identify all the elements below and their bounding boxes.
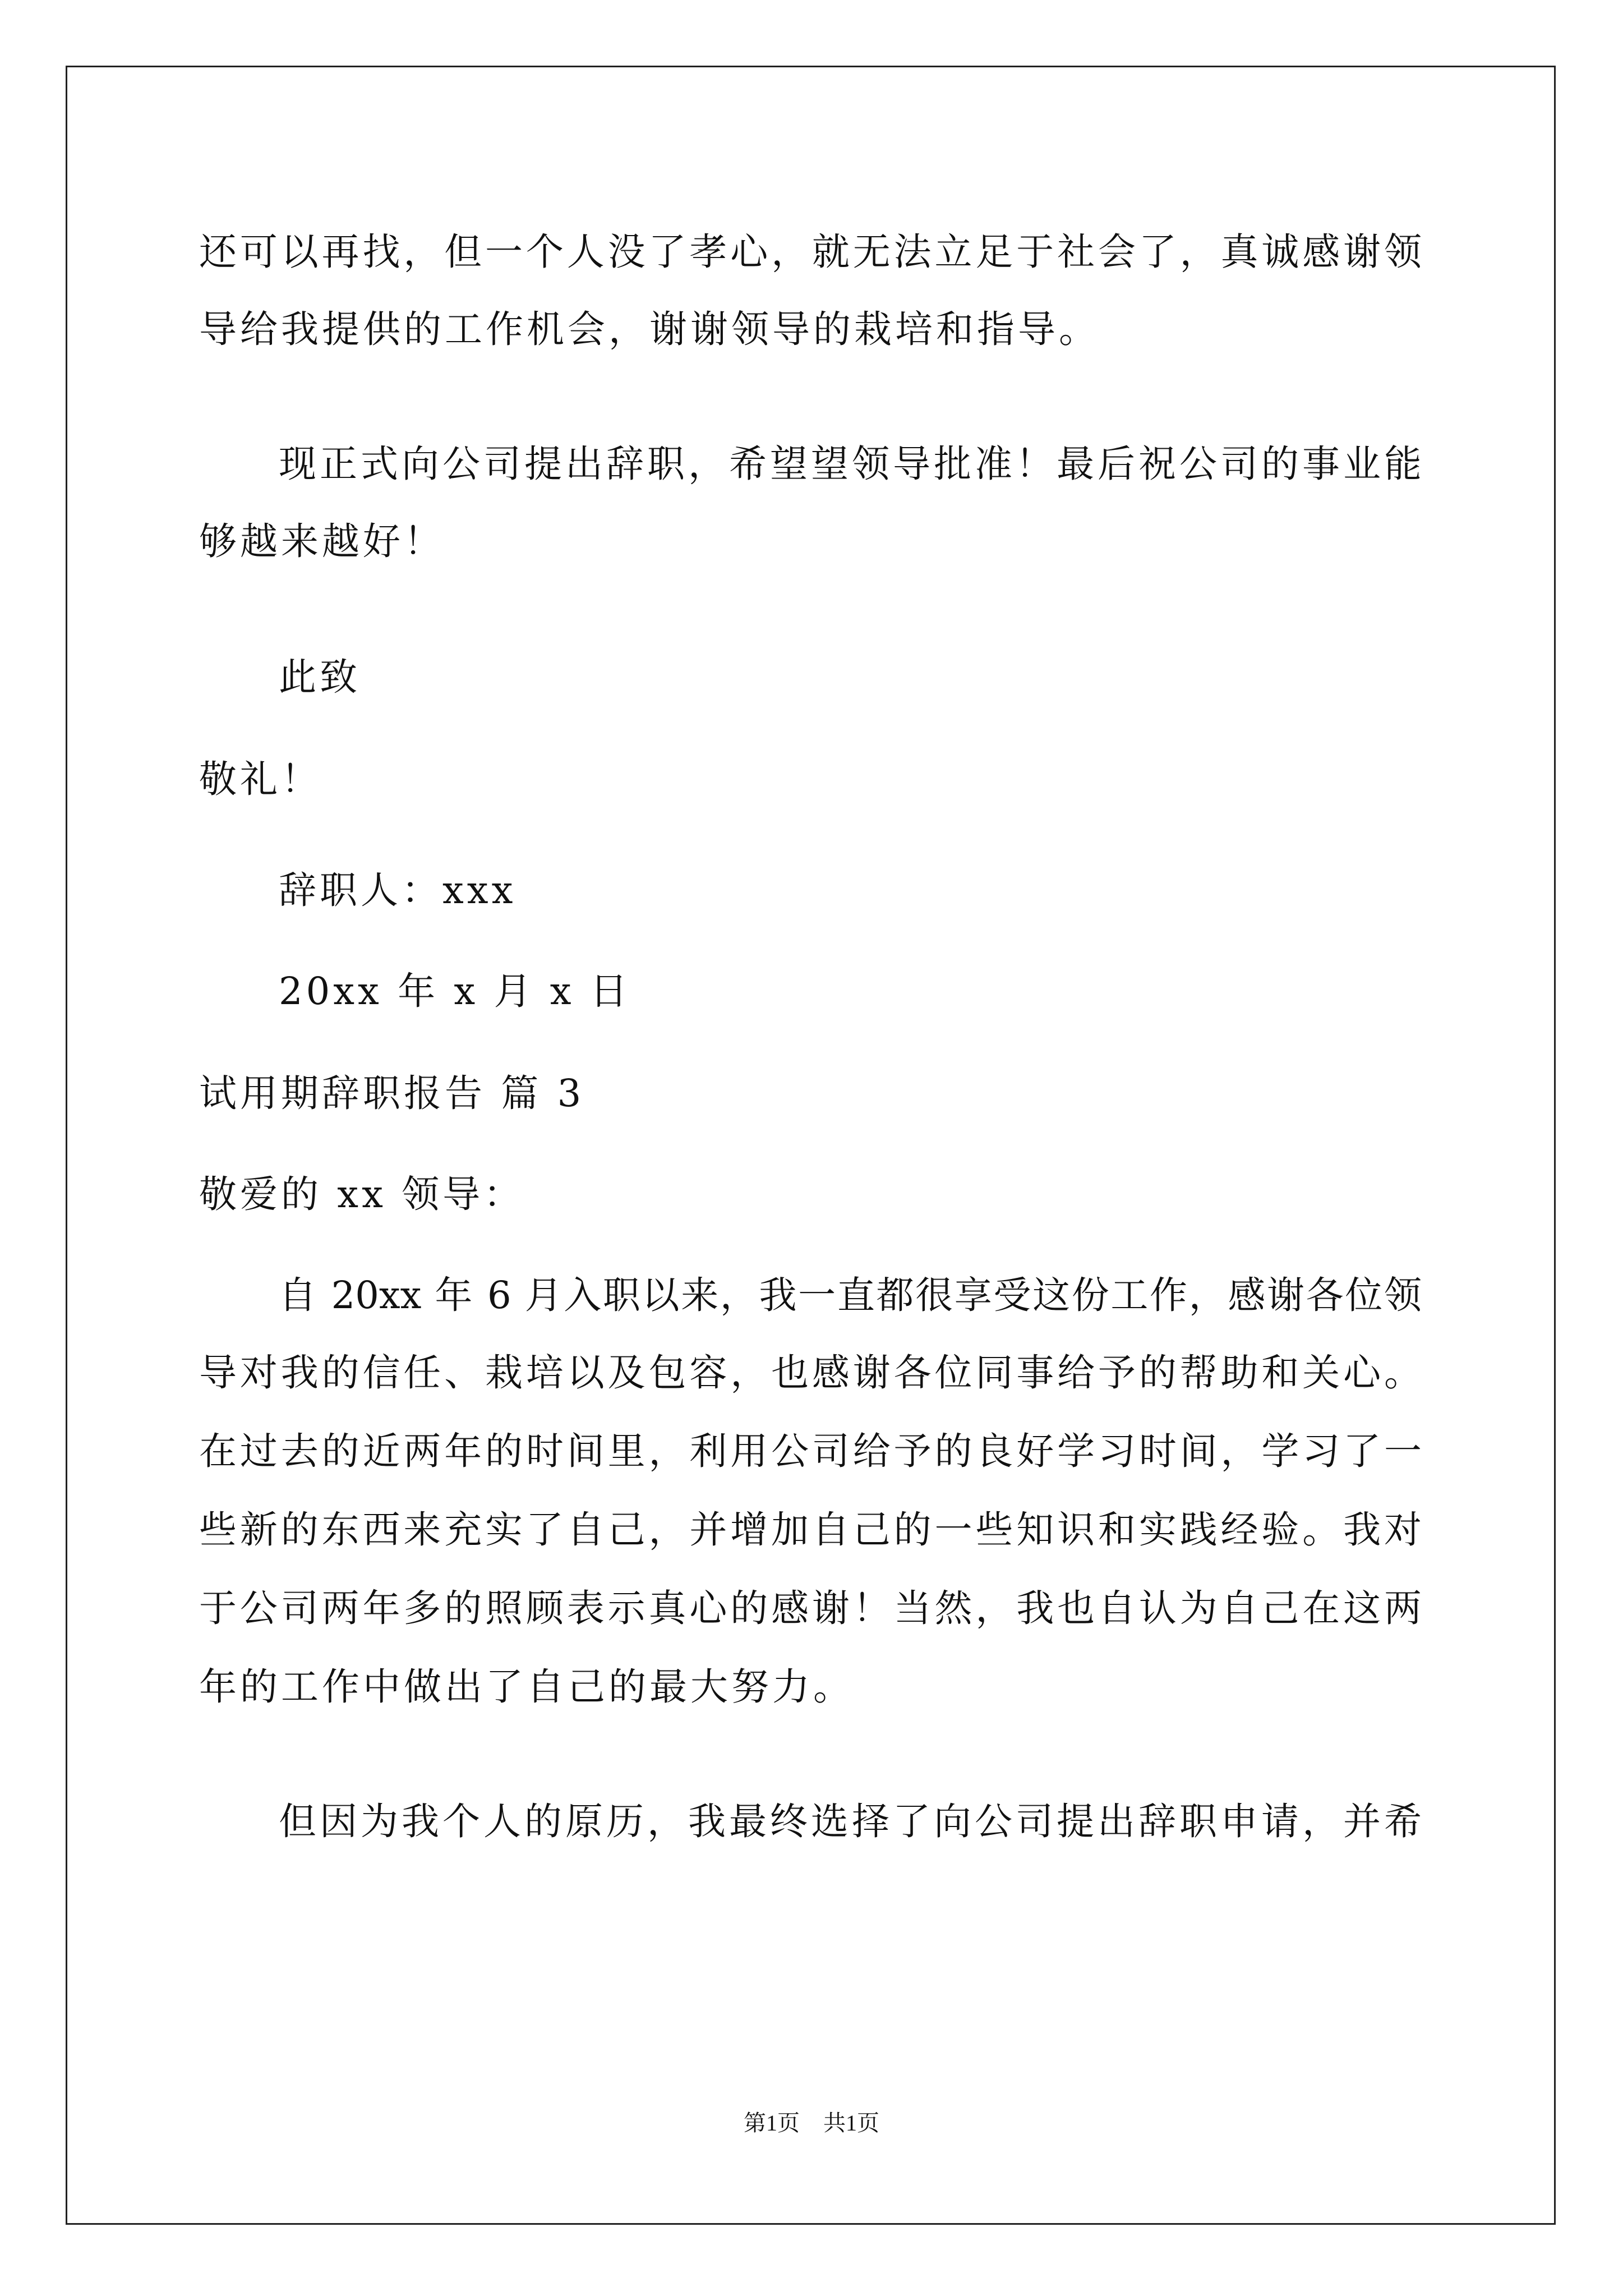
greeting-line: 敬爱的 xx 领导： bbox=[199, 1172, 525, 1216]
body-line: 自 20xx 年 6 月入职以来，我一直都很享受这份工作，感谢各位领 bbox=[279, 1273, 1422, 1317]
section-heading: 试用期辞职报告 篇 3 bbox=[199, 1071, 585, 1115]
body-line: 于公司两年多的照顾表示真心的感谢！当然，我也自认为自己在这两 bbox=[199, 1586, 1422, 1630]
body-line: 但因为我个人的原历，我最终选择了向公司提出辞职申请，并希 bbox=[279, 1800, 1422, 1843]
body-line: 导给我提供的工作机会，谢谢领导的栽培和指导。 bbox=[199, 307, 1100, 351]
signature-line: 辞职人：xxx bbox=[279, 868, 517, 912]
body-line: 些新的东西来充实了自己，并增加自己的一些知识和实践经验。我对 bbox=[199, 1508, 1422, 1552]
closing-salutation: 此致 bbox=[279, 655, 361, 699]
body-line: 年的工作中做出了自己的最大努力。 bbox=[199, 1665, 854, 1709]
body-line: 导对我的信任、栽培以及包容，也感谢各位同事给予的帮助和关心。 bbox=[199, 1351, 1422, 1395]
body-line: 在过去的近两年的时间里，利用公司给予的良好学习时间，学习了一 bbox=[199, 1429, 1422, 1473]
page-total: 共1页 bbox=[823, 2110, 879, 2136]
page-number: 第1页 bbox=[744, 2110, 800, 2136]
body-line: 现正式向公司提出辞职，希望望领导批准！最后祝公司的事业能 bbox=[279, 442, 1422, 486]
body-line: 还可以再找，但一个人没了孝心，就无法立足于社会了，真诚感谢领 bbox=[199, 230, 1422, 274]
page-footer bbox=[0, 2109, 1623, 2137]
body-line: 够越来越好！ bbox=[199, 519, 445, 563]
closing-regards: 敬礼！ bbox=[199, 757, 322, 801]
date-line: 20xx 年 x 月 x 日 bbox=[279, 969, 631, 1013]
page-border bbox=[66, 66, 1556, 2225]
